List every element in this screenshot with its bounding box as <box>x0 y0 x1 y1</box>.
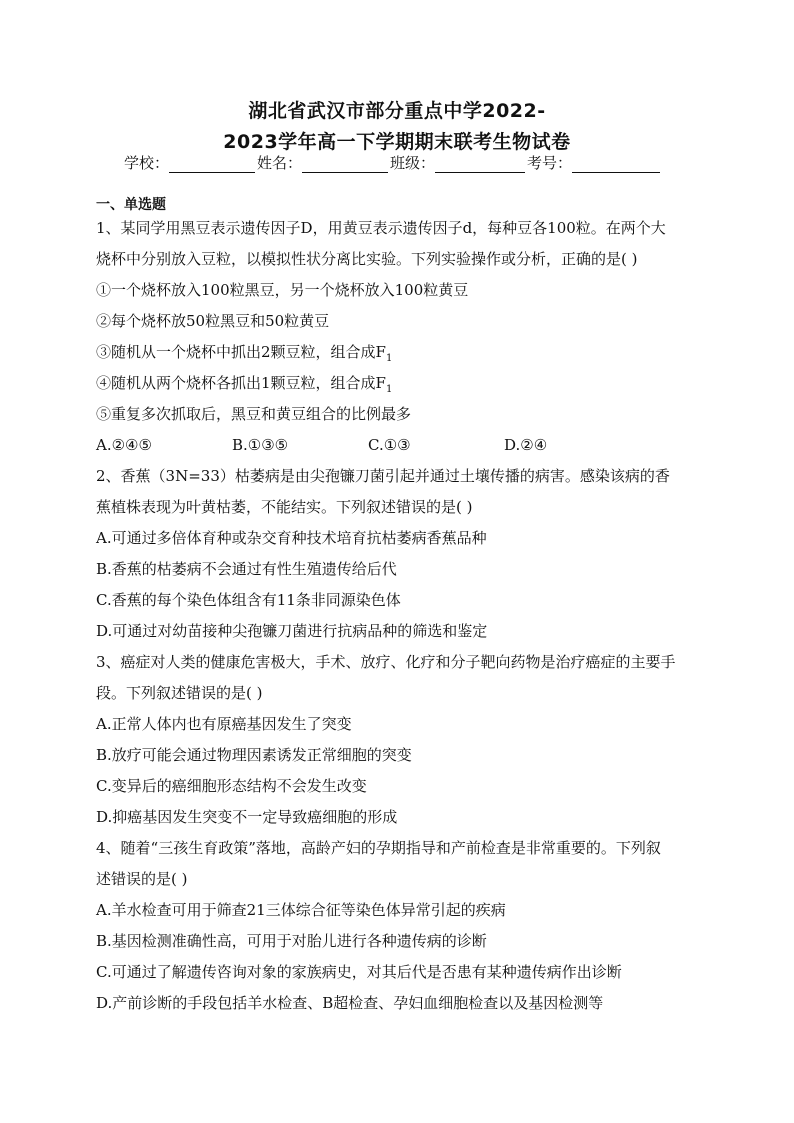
question-2-stem-line-1: 2、香蕉（3N=33）枯萎病是由尖孢镰刀菌引起并通过土壤传播的病害。感染该病的香 <box>96 467 670 485</box>
choice-d[interactable]: D.②④ <box>504 436 548 454</box>
question-1-item-4: ④随机从两个烧杯各抓出1颗豆粒，组合成$F_1$ <box>96 374 393 395</box>
choice-a[interactable]: A.②④⑤ <box>96 436 152 454</box>
school-blank[interactable] <box>169 156 255 173</box>
choice-c[interactable]: C.可通过了解遗传咨询对象的家族病史，对其后代是否患有某种遗传病作出诊断 <box>96 963 622 981</box>
questions-body <box>96 213 704 1019</box>
question-2-stem-line-2: 蕉植株表现为叶黄枯萎，不能结实。下列叙述错误的是( ) <box>96 498 473 516</box>
question-1-stem-line-1: 1、某同学用黑豆表示遗传因子D，用黄豆表示遗传因子d，每种豆各100粒。在两个大 <box>96 219 666 237</box>
question-1 <box>96 213 704 461</box>
question-1-item-2: ②每个烧杯放50粒黑豆和50粒黄豆 <box>96 312 330 330</box>
choice-c[interactable]: C.①③ <box>368 436 411 454</box>
class-blank[interactable] <box>435 156 525 173</box>
section-heading: 一、单选题 <box>96 197 166 213</box>
choice-b[interactable]: B.香蕉的枯萎病不会通过有性生殖遗传给后代 <box>96 560 397 578</box>
number-label: 考号： <box>527 154 573 172</box>
name-blank[interactable] <box>302 156 388 173</box>
choice-d[interactable]: D.抑癌基因发生突变不一定导致癌细胞的形成 <box>96 808 398 826</box>
school-label: 学校： <box>124 154 170 172</box>
question-4-stem-line-1: 4、随着“三孩生育政策”落地，高龄产妇的孕期指导和产前检查是非常重要的。下列叙 <box>96 839 661 857</box>
question-1-item-3: ③随机从一个烧杯中抓出2颗豆粒，组合成$F_1$ <box>96 343 393 364</box>
question-3-stem-line-2: 段。下列叙述错误的是( ) <box>96 684 263 702</box>
choice-a[interactable]: A.可通过多倍体育种或杂交育种技术培育抗枯萎病香蕉品种 <box>96 529 487 547</box>
choice-d[interactable]: D.可通过对幼苗接种尖孢镰刀菌进行抗病品种的筛选和鉴定 <box>96 622 488 640</box>
question-1-stem-line-2: 烧杯中分别放入豆粒，以模拟性状分离比实验。下列实验操作或分析，正确的是( ) <box>96 250 638 268</box>
question-2 <box>96 461 704 647</box>
class-label: 班级： <box>390 154 436 172</box>
question-1-item-1: ①一个烧杯放入100粒黑豆，另一个烧杯放入100粒黄豆 <box>96 281 469 299</box>
name-label: 姓名： <box>257 154 303 172</box>
question-3 <box>96 647 704 833</box>
choice-b[interactable]: B.放疗可能会通过物理因素诱发正常细胞的突变 <box>96 746 412 764</box>
question-4 <box>96 833 704 1019</box>
question-1-item-5: ⑤重复多次抓取后，黑豆和黄豆组合的比例最多 <box>96 405 412 423</box>
student-info-row <box>124 152 684 173</box>
choice-b[interactable]: B.基因检测准确性高，可用于对胎儿进行各种遗传病的诊断 <box>96 932 487 950</box>
question-3-stem-line-1: 3、癌症对人类的健康危害极大，手术、放疗、化疗和分子靶向药物是治疗癌症的主要手 <box>96 653 676 671</box>
question-1-choices <box>96 430 704 461</box>
choice-a[interactable]: A.羊水检查可用于筛查21三体综合征等染色体异常引起的疾病 <box>96 901 506 919</box>
choice-c[interactable]: C.变异后的癌细胞形态结构不会发生改变 <box>96 777 367 795</box>
choice-a[interactable]: A.正常人体内也有原癌基因发生了突变 <box>96 715 352 733</box>
choice-c[interactable]: C.香蕉的每个染色体组含有11条非同源染色体 <box>96 591 401 609</box>
choice-b[interactable]: B.①③⑤ <box>232 436 289 454</box>
number-blank[interactable] <box>572 156 660 173</box>
question-4-stem-line-2: 述错误的是( ) <box>96 870 188 888</box>
exam-title-line-1: 湖北省武汉市部分重点中学2022- <box>248 100 546 122</box>
exam-title-line-2: 2023学年高一下学期期末联考生物试卷 <box>223 131 571 153</box>
choice-d[interactable]: D.产前诊断的手段包括羊水检查、B超检查、孕妇血细胞检查以及基因检测等 <box>96 994 604 1012</box>
